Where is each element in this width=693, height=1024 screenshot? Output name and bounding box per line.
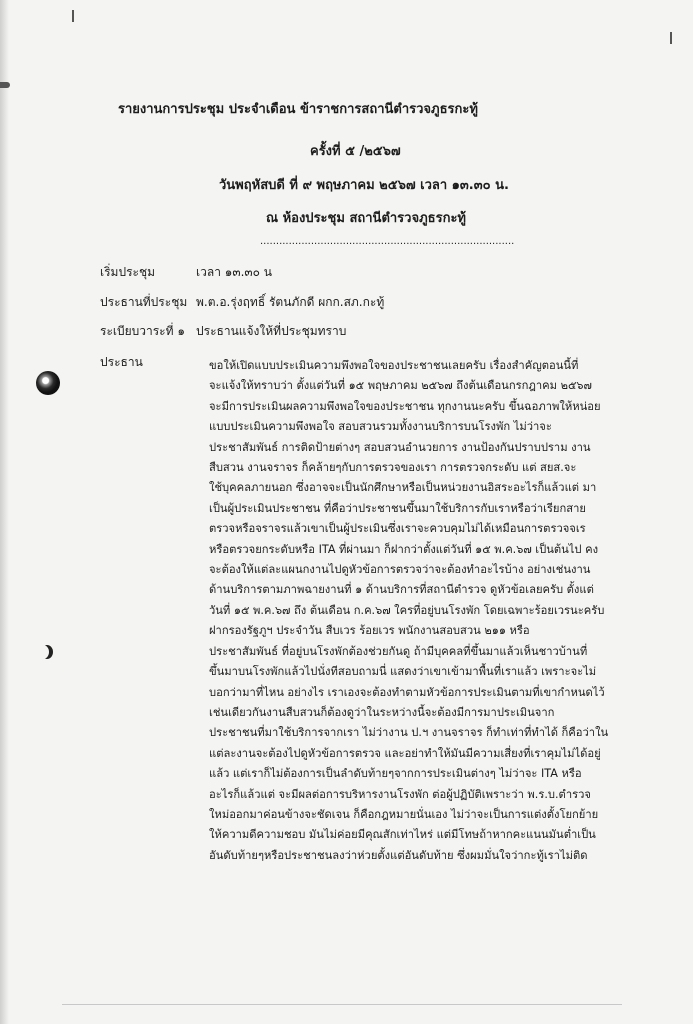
body-line: หรือตรวจยกระดับหรือ ITA ที่ผ่านมา ก็ฝากว่าตั้งแต่วันที่ ๑๕ พ.ค.๖๗ เป็นต้นไป คง [209,542,599,556]
meta-label-speaker: ประธาน [100,355,143,369]
body-line: บอกว่ามาที่ไหน อย่างไร เราเองจะต้องทำตามหัวข้อการประเมินตามที่เขากำหนดไว้ [209,685,605,699]
header-separator: ................................................................................ [260,236,515,247]
staple-mark [0,82,10,88]
body-line: ใช้บุคคลภายนอก ซึ่งอาจจะเป็นนักศึกษาหรือเป็นหน่วยงานอิสระอะไรก็แล้วแต่ มา [209,481,597,495]
body-line: ด้านบริการตามภาพฉายงานที่ ๑ ด้านบริการที่สถานีตำรวจ ดูหัวข้อเลยครับ ตั้งแต่ [209,583,594,597]
body-line: สืบสวน งานจราจร ก็คล้ายๆกับการตรวจของเรา การตรวจกระดับ แต่ สยส.จะ [209,461,577,475]
punch-hole-partial [37,645,49,659]
report-title: รายงานการประชุม ประจำเดือน ข้าราชการสถานีตำรวจภูธรกะทู้ [118,102,478,117]
meta-label-agenda: ระเบียบวาระที่ ๑ [100,324,185,338]
body-line: ขอให้เปิดแบบประเมินความพึงพอใจของประชาชนเลยครับ เรื่องสำคัญตอนนี้ที่ [209,359,579,372]
page-left-edge-shadow [0,0,9,1024]
scan-mark [72,10,74,22]
body-line: ประชาสัมพันธ์ ที่อยู่บนโรงพักต้องช่วยกันดู ถ้ามีบุคคลที่ขึ้นมาแล้วเห็นชาวบ้านที่ [209,644,588,658]
body-line: แล้ว แต่เราก็ไม่ต้องการเป็นลำดับท้ายๆจากการประเมินต่างๆ ไม่ว่าจะ ITA หรือ [209,767,582,781]
body-line: ตรวจหรือจราจรแล้วเขาเป็นผู้ประเมินซึ่งเราจะควบคุมไม่ได้เหมือนการตรวจจเร [209,522,586,536]
scan-line [62,1004,622,1005]
body-line: แต่ละงานจะต้องไปดูหัวข้อการตรวจ และอย่าทำให้มันมีความเสี่ยงที่เราคุมไม่ได้อยู่ [209,746,601,760]
body-line: วันที่ ๑๕ พ.ค.๖๗ ถึง ต้นเดือน ก.ค.๖๗ ใครที่อยู่บนโรงพัก โดยเฉพาะร้อยเวรนะครับ [209,603,605,617]
body-line: ขึ้นมาบนโรงพักแล้วไปนั่งทีสอบถามนี่ แสดงว่าเขาเข้ามาพื้นที่เราแล้ว เพราะจะไม่ [209,665,597,679]
minutes-body [209,356,649,866]
scan-mark [670,32,672,44]
meta-label-chair: ประธานที่ประชุม [100,295,188,309]
body-line: เช่นเดียวกันงานสืบสวนก็ต้องดูว่าในระหว่างนี้จะต้องมีการมาประเมินจาก [209,705,555,719]
meta-value-chair: พ.ต.อ.รุ่งฤทธิ์ รัตนภักดี ผกก.สภ.กะทู้ [196,295,385,309]
body-line: ประชาชนที่มาใช้บริการจากเรา ไม่ว่างาน ป.ฯ งานจราจร ก็ทำเท่าที่ทำได้ ก็คือว่าใน [209,726,609,740]
body-line: ให้ความดีความชอบ มันไม่ค่อยมีคุณสักเท่าไหร่ แต่มีโทษถ้าหากคะแนนมันต่ำเป็น [209,828,596,842]
body-line: อันดับท้ายๆหรือประชาชนลงว่าห่วยตั้งแต่อันดับท้าย ซึ่งผมมั่นใจว่ากะทู้เราไม่ติด [209,848,588,862]
meeting-number: ครั้งที่ ๕ /๒๕๖๗ [310,144,401,159]
meeting-date: วันพฤหัสบดี ที่ ๙ พฤษภาคม ๒๕๖๗ เวลา ๑๓.๓๐ น. [219,178,509,193]
body-line: จะมีการประเมินผลความพึงพอใจของประชาชน ทุกงานนะครับ ขึ้นฉอภาพให้หน่อย [209,399,601,413]
body-line: ฝากรองรัฐภูฯ ประจำวัน สืบเวร ร้อยเวร พนักงานสอบสวน ๒๑๑ หรือ [209,624,530,638]
body-line: ประชาสัมพันธ์ การติดป้ายต่างๆ สอบสวนอำนวยการ งานป้องกันปราบปราม งาน [209,440,591,454]
meta-value-agenda: ประธานแจ้งให้ที่ประชุมทราบ [196,324,347,338]
body-line: แบบประเมินความพึงพอใจ สอบสวนรวมทั้งงานบริการบนโรงพัก ไม่ว่าจะ [209,420,552,434]
meeting-venue: ณ ห้องประชุม สถานีตำรวจภูธรกะทู้ [266,211,466,226]
meta-value-start: เวลา ๑๓.๓๐ น [196,265,272,279]
body-line: จะต้องให้แต่ละแผนกงานไปดูหัวข้อการตรวจว่าจะต้องทำอะไรบ้าง อย่างเช่นงาน [209,563,591,577]
punch-hole [36,371,60,395]
meta-label-start: เริ่มประชุม [100,265,156,279]
body-line: อะไรก็แล้วแต่ จะมีผลต่อการบริหารงานโรงพัก ต่อผู้ปฏิบัติเพราะว่า พ.ร.บ.ตำรวจ [209,787,591,801]
body-line: ใหม่ออกมาค่อนข้างจะชัดเจน ก็คือกฎหมายนั่นเอง ไม่ว่าจะเป็นการแต่งตั้งโยกย้าย [209,807,599,821]
body-line: เป็นผู้ประเมินประชาชน ที่คือว่าประชาชนขึ้นมาใช้บริการกับเราหรือว่าเรียกสาย [209,501,586,515]
body-line: จะแจ้งให้ทราบว่า ตั้งแต่วันที่ ๑๕ พฤษภาคม ๒๕๖๗ ถึงต้นเดือนกรกฎาคม ๒๕๖๗ [209,379,592,393]
